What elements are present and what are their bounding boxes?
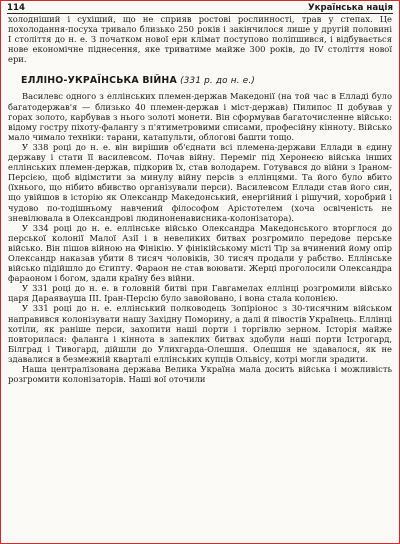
paragraph-macedonian-army: Василевс одного з еллінських племен-держав Македонії (на той час в Елладі було багатодержав'я — близько 40 племен-держав і міст-держав) Пилипос II добував у горах золото, карбував з нього золоті монети. Він сформував багаточисленне військо: відому гостру піхоту-фалангу з п'ятиметровими списами, професійну кінноту. Військо мало чимало техніки: тарани, катапульти, облогові башти тощо. <box>8 91 392 142</box>
section-title: ЕЛЛІНО-УКРАЇНСЬКА ВІЙНА <box>21 75 177 87</box>
section-heading <box>21 75 392 87</box>
intro-paragraph: холодніший і сухіший, що не сприяв ростові рослинності, трав у степах. Це похолодання-посуха тривало близько 250 років і закінчилося лише у другій половині I століття до н. е. З початком нової ери клімат поступово поліпшився, і відбувається нове економічне піднесення, яке триватиме майже 300 років, до IV століття нової ери. <box>8 14 392 65</box>
running-head <box>7 3 393 13</box>
book-title: Українська нація <box>307 3 393 13</box>
paragraph-unification-of-hellas: У 338 році до н. е. він вирішив об'єднати всі племена-держави Еллади в єдину державу і стати її василевсом. Почав війну. Переміг під Херонеєю війська інших еллінських племен-держав, підкорив їх, став володарем. Готувався до війни з Іраном-Персією, щоб відімстити за минулу війну персів з еллінцями. Та його було вбито (їхнього, що нібито вбивство організували перси). Василевсом Еллади став його син, що увійшов в історію як Олександр Македонський, енергійний і рішучий, хоробрий і чудово по-тодішньому навчений філософом Арістотелем (хоча освіченість не зневілювала в Олександрові людиноненависника-колонізатора). <box>8 141 392 223</box>
section-date: (331 р. до н. е.) <box>180 76 255 87</box>
paragraph-great-ukraine: Наша централізована держава Велика Україна мала досить війська і можливість розгромити колонізаторів. Наші вої оточили <box>8 364 392 385</box>
paragraph-zopyrion-campaign: У 331 році до н. е. еллінський полководець Зопіріонос з 30-тисячним військом направився колонізувати нашу Західну Поморину, а далі й півостів Українець. Еллінці хотіли, як раніше перси, захопити наші порти і торгівлю зерном. Історія майже повторилася: фаланга і кіннота в запеклих битвах здобули наші порти Істрогард, Білград і Тивогард, дійшли до Улихгарда-Олешшя. Олешшя не здавалося, як не здавалися в безмежній кварталі еллінських купців Ольвісу, котрі могли зрадити. <box>8 303 392 364</box>
paragraph-invasion-of-persia: У 334 році до н. е. еллінське військо Олександра Македонського вторглося до перської колонії Малої Азії і в невеликих битвах розгромило передове перське військо. Він пішов війною на Фінікію. У фінікійському місті Тір за вчинений йому опір Олександр наказав убити 8 тисяч чоловіків, 30 тисяч продали у рабство. Еллінське військо підійшло до Єгипту. Фараон не став воювати. Жерці проголосили Олександра фараоном і богом, здали країну без війни. <box>8 222 392 284</box>
body-text <box>8 14 392 384</box>
paragraph-battle-of-gaugamela: У 331 році до н. е. в головній битві при Гавгамелах еллінці розгромили військо царя Дараявауша III. Іран-Персію було завойовано, і вона стала колонією. <box>8 283 392 304</box>
page-number: 114 <box>7 3 25 13</box>
